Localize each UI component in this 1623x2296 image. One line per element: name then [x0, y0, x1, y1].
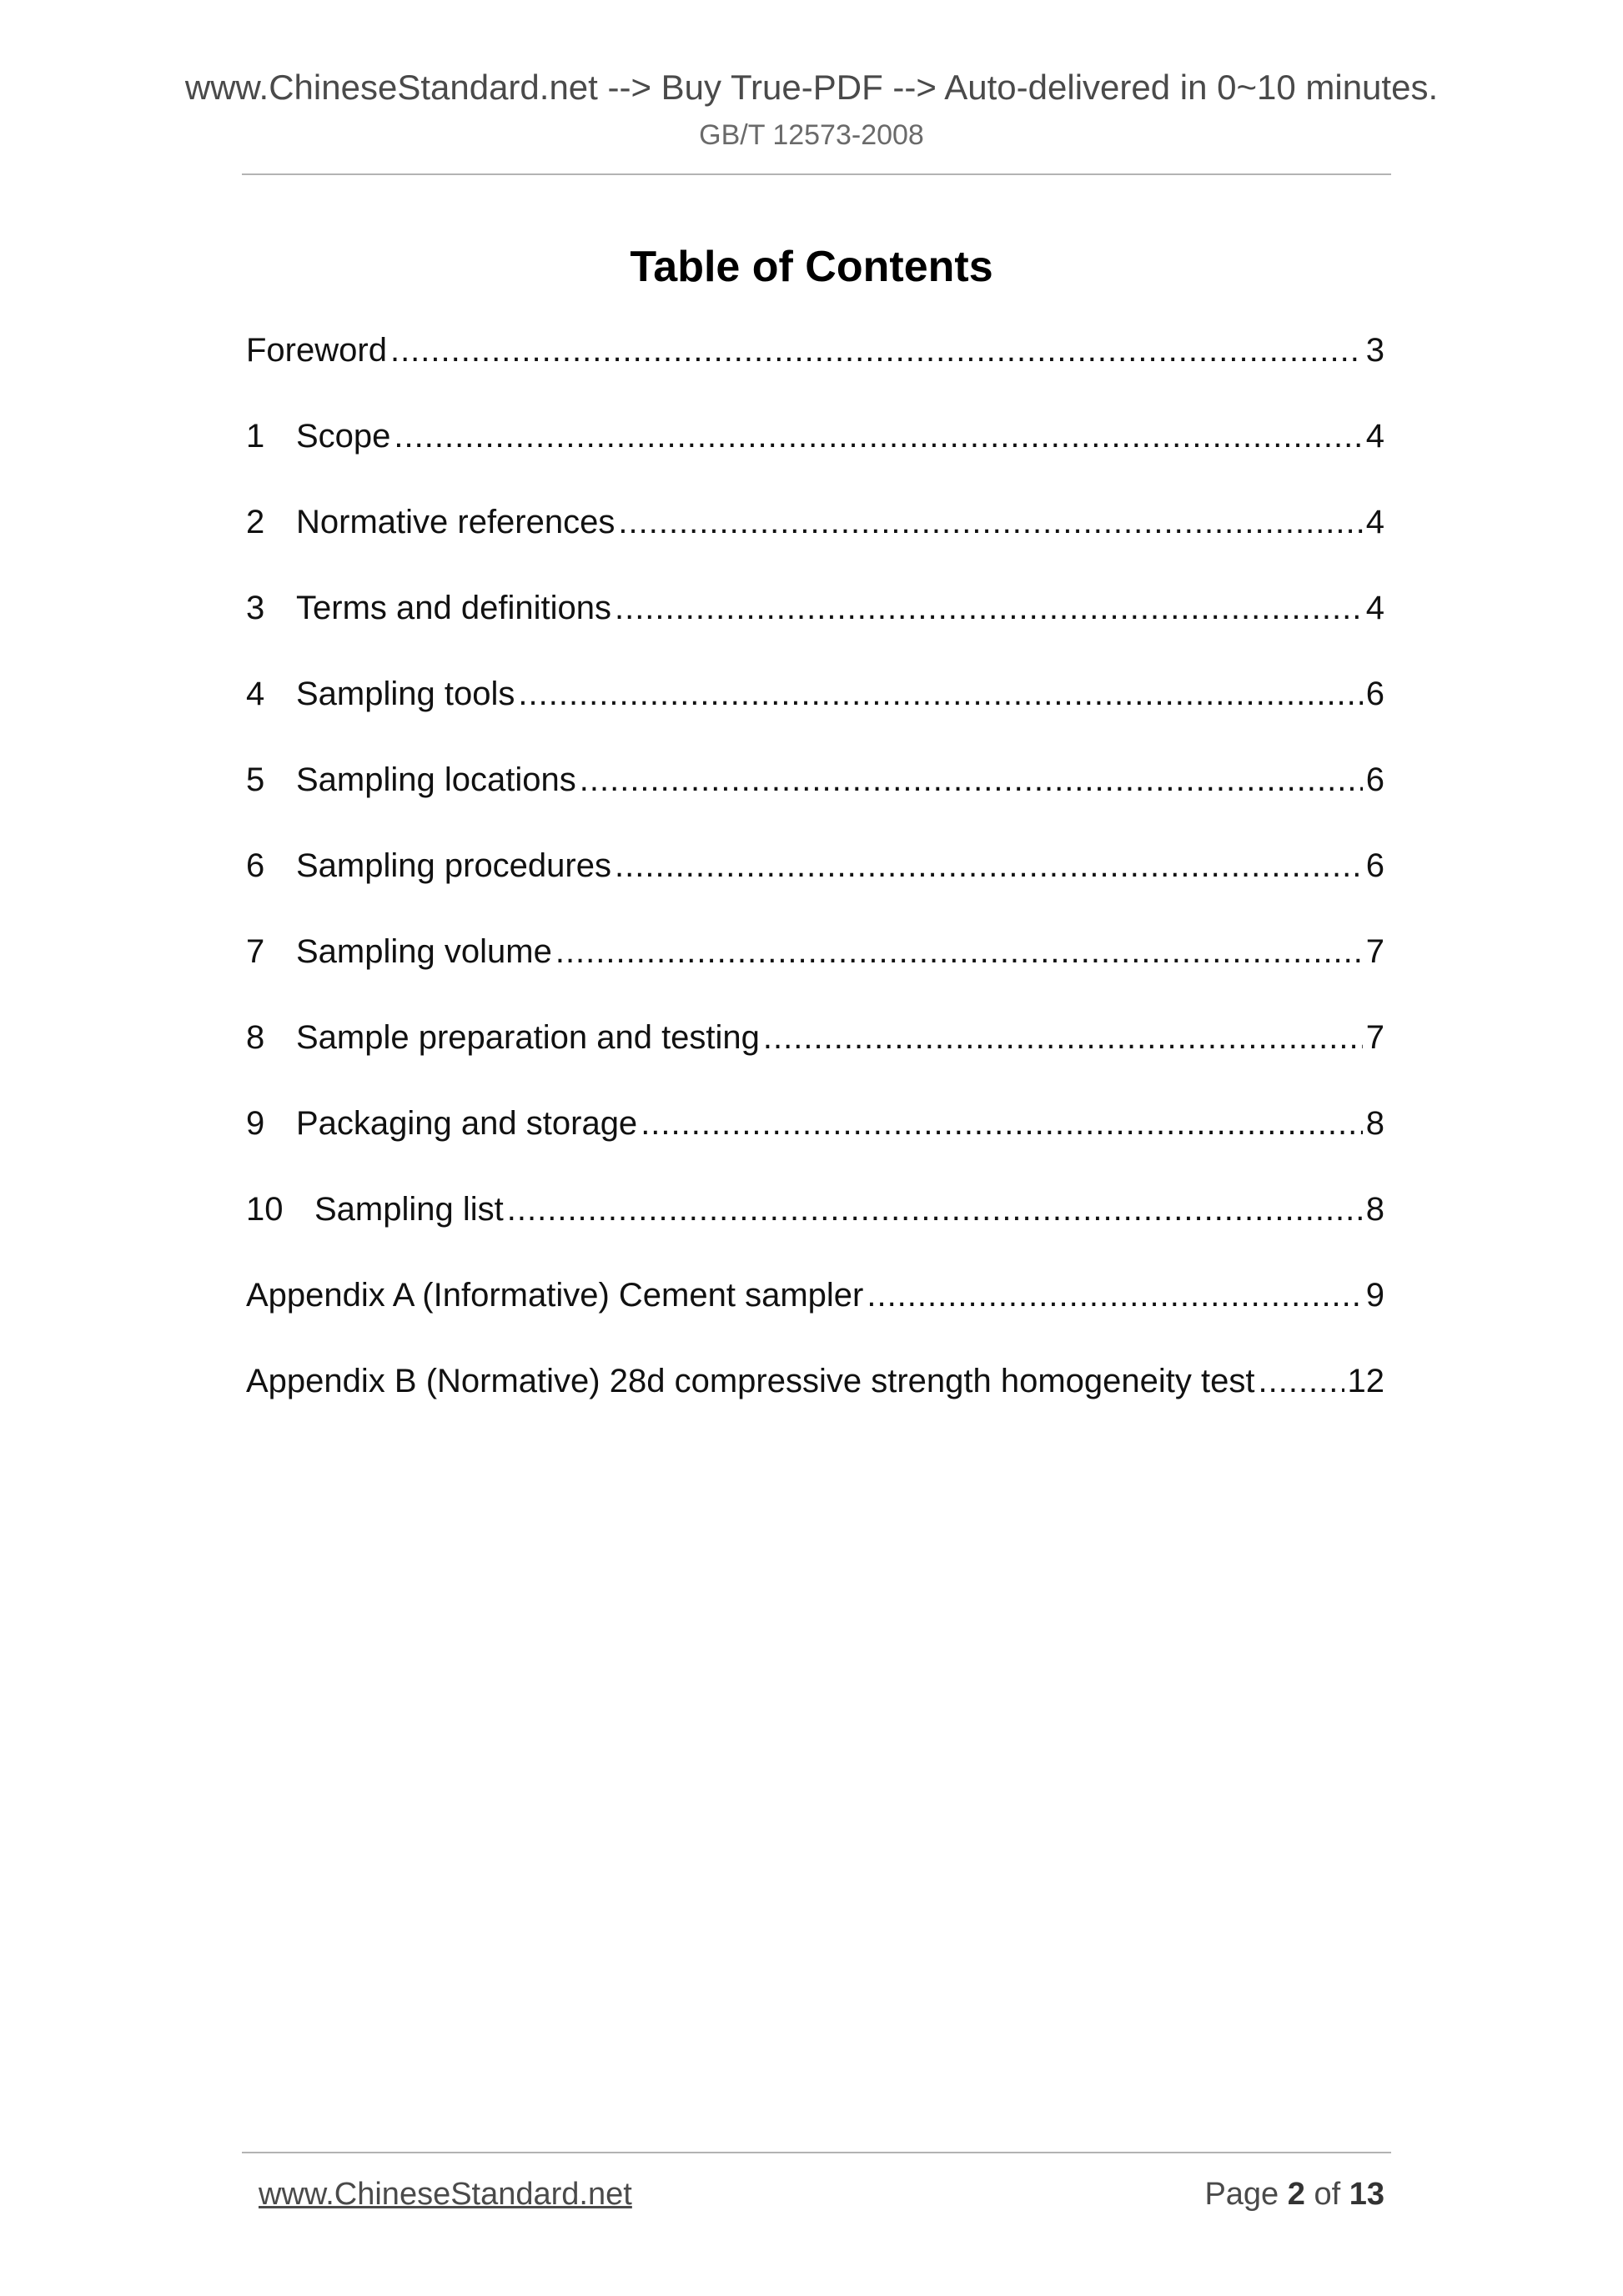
toc-entry-label: Normative references	[296, 504, 616, 540]
toc-entry-label: Sampling volume	[296, 933, 552, 970]
toc-dot-leader	[555, 930, 1363, 973]
toc-entry-normative-references[interactable]	[246, 500, 1384, 586]
toc-entry-label: Appendix B (Normative) 28d compressive strength homogeneity test	[246, 1363, 1255, 1399]
toc-dot-leader	[394, 414, 1362, 458]
toc-entry-page: 3	[1365, 332, 1384, 369]
toc-entry-page: 4	[1365, 504, 1384, 540]
toc-entry-sampling-volume[interactable]	[246, 930, 1384, 1016]
toc-entry-page: 12	[1347, 1363, 1384, 1399]
toc-entry-number: 10	[246, 1191, 284, 1228]
toc-entry-page: 6	[1365, 847, 1384, 884]
toc-entry-number: 2	[246, 504, 265, 540]
toc-entry-label: Terms and definitions	[296, 590, 611, 626]
toc-dot-leader	[507, 1188, 1363, 1231]
toc-entry-packaging-and-storage[interactable]	[246, 1102, 1384, 1188]
toc-entry-appendix-a[interactable]	[246, 1274, 1384, 1359]
header-banner: www.ChineseStandard.net --> Buy True-PDF --> Auto-delivered in 0~10 minutes.	[184, 68, 1439, 107]
toc-entry-label: Sampling procedures	[296, 847, 611, 884]
toc-entry-page: 7	[1365, 933, 1384, 970]
page-current: 2	[1287, 2177, 1305, 2212]
toc-entry-sampling-procedures[interactable]	[246, 844, 1384, 930]
page-prefix: Page	[1204, 2177, 1279, 2212]
toc-entry-sample-preparation[interactable]	[246, 1016, 1384, 1102]
toc-dot-leader	[615, 586, 1363, 630]
toc-dot-leader	[390, 329, 1363, 372]
toc-entry-page: 4	[1365, 418, 1384, 455]
table-of-contents	[246, 329, 1384, 1445]
header-divider	[242, 173, 1391, 175]
toc-dot-leader	[867, 1274, 1362, 1317]
toc-entry-sampling-tools[interactable]	[246, 672, 1384, 758]
toc-entry-foreword[interactable]	[246, 329, 1384, 414]
page-of: of	[1314, 2177, 1341, 2212]
toc-entry-page: 4	[1365, 590, 1384, 626]
page-number	[1204, 2175, 1384, 2213]
toc-entry-label: Sampling locations	[296, 761, 576, 798]
toc-entry-number: 5	[246, 761, 265, 798]
standard-code: GB/T 12573-2008	[699, 119, 924, 151]
toc-entry-label: Sampling tools	[296, 676, 515, 712]
toc-entry-number: 6	[246, 847, 265, 884]
toc-entry-number: 3	[246, 590, 265, 626]
toc-entry-number: 8	[246, 1019, 265, 1056]
toc-entry-page: 7	[1365, 1019, 1384, 1056]
toc-entry-number: 9	[246, 1105, 265, 1142]
toc-entry-appendix-b[interactable]	[246, 1359, 1384, 1445]
toc-entry-number: 1	[246, 418, 265, 455]
footer-website-link[interactable]: www.ChineseStandard.net	[259, 2177, 632, 2212]
toc-entry-scope[interactable]	[246, 414, 1384, 500]
toc-dot-leader	[641, 1102, 1363, 1145]
toc-entry-sampling-locations[interactable]	[246, 758, 1384, 844]
toc-entry-page: 8	[1365, 1191, 1384, 1228]
toc-dot-leader	[615, 844, 1363, 887]
toc-entry-terms-and-definitions[interactable]	[246, 586, 1384, 672]
toc-entry-label: Scope	[296, 418, 391, 455]
toc-entry-label: Packaging and storage	[296, 1105, 638, 1142]
toc-dot-leader	[763, 1016, 1363, 1059]
toc-entry-label: Appendix A (Informative) Cement sampler	[246, 1277, 864, 1314]
page-title: Table of Contents	[630, 243, 993, 291]
toc-entry-page: 9	[1365, 1277, 1384, 1314]
toc-dot-leader	[618, 500, 1362, 544]
toc-entry-label: Sample preparation and testing	[296, 1019, 760, 1056]
toc-entry-page: 6	[1365, 761, 1384, 798]
toc-entry-sampling-list[interactable]	[246, 1188, 1384, 1274]
toc-dot-leader	[580, 758, 1363, 801]
toc-entry-page: 8	[1365, 1105, 1384, 1142]
footer-divider	[242, 2152, 1391, 2153]
toc-entry-number: 4	[246, 676, 265, 712]
page-total: 13	[1349, 2177, 1384, 2212]
toc-entry-label: Foreword	[246, 332, 387, 369]
toc-dot-leader	[518, 672, 1362, 716]
toc-entry-label: Sampling list	[314, 1191, 504, 1228]
toc-entry-page: 6	[1365, 676, 1384, 712]
toc-entry-number: 7	[246, 933, 265, 970]
toc-dot-leader	[1258, 1359, 1344, 1403]
